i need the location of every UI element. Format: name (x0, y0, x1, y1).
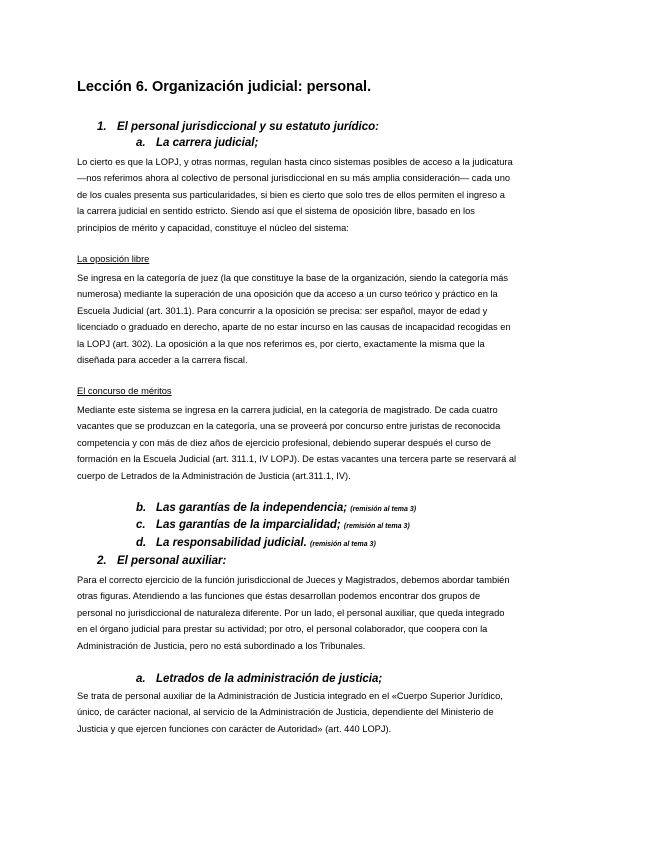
subsection-1b-note: (remisión al tema 3) (350, 506, 417, 513)
subsection-1a-heading (136, 137, 258, 149)
subsection-1a-label: La carrera judicial; (156, 137, 259, 149)
oposicion-heading: La oposición libre (77, 254, 150, 264)
paragraph-line: otras figuras. Atendiendo a las funciones que éstas desarrollan podemos encontrar dos grupos de (77, 591, 481, 602)
subsection-2a-heading (136, 673, 382, 685)
subsection-1d-label: La responsabilidad judicial. (156, 537, 307, 549)
subsection-1c-number: c. (136, 519, 146, 531)
paragraph-line: Para el correcto ejercicio de la función jurisdiccional de Jueces y Magistrados, debemos abordar también (77, 575, 510, 585)
paragraph-line: Lo cierto es que la LOPJ, y otras normas, regulan hasta cinco sistemas posibles de acceso a la judicatura (77, 157, 513, 167)
subsection-1b-label: Las garantías de la independencia; (156, 502, 348, 514)
paragraph-line: Justicia y que ejercen funciones con carácter de Autoridad» (art. 440 LOPJ). (77, 723, 392, 734)
oposicion-paragraph (77, 270, 577, 368)
paragraph-line: competencia y con más de diez años de ejercicio profesional, debiendo superar después el curso de (77, 437, 491, 448)
paragraph-line: cuerpo de Letrados de la Administración de Justicia (art.311.1, IV). (77, 470, 351, 481)
subsection-1d-heading (136, 537, 376, 549)
subsection-1a-number: a. (136, 137, 146, 149)
paragraph-line: Administración de Justicia, pero no está subordinado a los Tribunales. (77, 640, 366, 651)
subsection-1d-note: (remisión al tema 3) (310, 541, 376, 548)
paragraph-line: diseñada para acceder a la carrera fiscal. (77, 354, 248, 365)
section-2-label: El personal auxiliar: (117, 555, 227, 567)
paragraph-line: en el órgano judicial para prestar su actividad; por otro, el personal colaborador, que coopera con la (77, 624, 488, 635)
subsection-1b-number: b. (136, 502, 147, 514)
paragraph-line: único, de carácter nacional, al servicio de la Administración de Justicia, dependiente del Ministerio de (77, 707, 494, 718)
section-2-number: 2. (97, 555, 107, 567)
subsection-1c-note: (remisión al tema 3) (343, 523, 410, 530)
subsection-1d-number: d. (136, 537, 147, 549)
section-1-number: 1. (97, 121, 107, 133)
section-1-label: El personal jurisdiccional y su estatuto jurídico: (117, 121, 380, 133)
paragraph-line: la LOPJ (art. 302). La oposición a la que nos referimos es, por cierto, exactamente la misma que la (77, 338, 485, 349)
paragraph-line: personal no jurisdiccional de naturaleza diferente. Por un lado, el personal auxiliar, que queda integrado (77, 607, 505, 618)
concurso-heading: El concurso de méritos (77, 386, 172, 396)
paragraph-line: Se ingresa en la categoría de juez (la que constituye la base de la organización, siendo la categoría más (77, 273, 509, 283)
paragraph-line: la carrera judicial en sentido estricto. Siendo así que el sistema de oposición libre, basado en los (77, 206, 475, 217)
subsection-1b-heading (136, 502, 416, 514)
paragraph-line: vacantes que se produzcan en la categoría, una se proveerá por concurso entre juristas de reconocida (77, 421, 501, 432)
intro-paragraph (77, 154, 577, 236)
section-1-heading (97, 121, 379, 133)
paragraph-line: Escuela Judicial (art. 301.1). Para concurrir a la oposición se precisa: ser español, mayor de edad y (77, 305, 488, 316)
concurso-paragraph (77, 402, 577, 484)
subsection-1c-label: Las garantías de la imparcialidad; (156, 519, 341, 531)
paragraph-line: —nos referimos ahora al colectivo de personal jurisdiccional en su más amplia consideración— cada uno (77, 173, 511, 184)
subsection-2a-label: Letrados de la administración de justicia; (156, 673, 383, 685)
paragraph-line: principios de mérito y capacidad, constituye el núcleo del sistema: (77, 222, 349, 233)
paragraph-line: de los cuales presenta sus particularidades, si bien es cierto que solo tres de ellos permiten el ingreso a (77, 189, 505, 200)
auxiliar-paragraph (77, 572, 577, 654)
paragraph-line: Se trata de personal auxiliar de la Administración de Justicia integrado en el «Cuerpo Superior Jurídico, (77, 691, 503, 701)
paragraph-line: formación en la Escuela Judicial (art. 311.1, IV LOPJ). De estas vacantes una tercera parte se reservará al (77, 454, 517, 465)
subsection-1c-heading (136, 519, 410, 531)
paragraph-line: numerosa) mediante la superación de una oposición que da acceso a un curso teórico y práctico en la (77, 289, 498, 300)
paragraph-line: licenciado o graduado en derecho, aparte de no estar incurso en las causas de incapacidad recogidas en (77, 322, 511, 333)
letrados-paragraph (77, 688, 577, 737)
paragraph-line: Mediante este sistema se ingresa en la carrera judicial, en la categoría de magistrado. De cada cuatro (77, 405, 498, 415)
section-2-heading (97, 555, 226, 567)
subsection-2a-number: a. (136, 673, 146, 685)
lesson-title: Lección 6. Organización judicial: personal. (77, 79, 372, 95)
